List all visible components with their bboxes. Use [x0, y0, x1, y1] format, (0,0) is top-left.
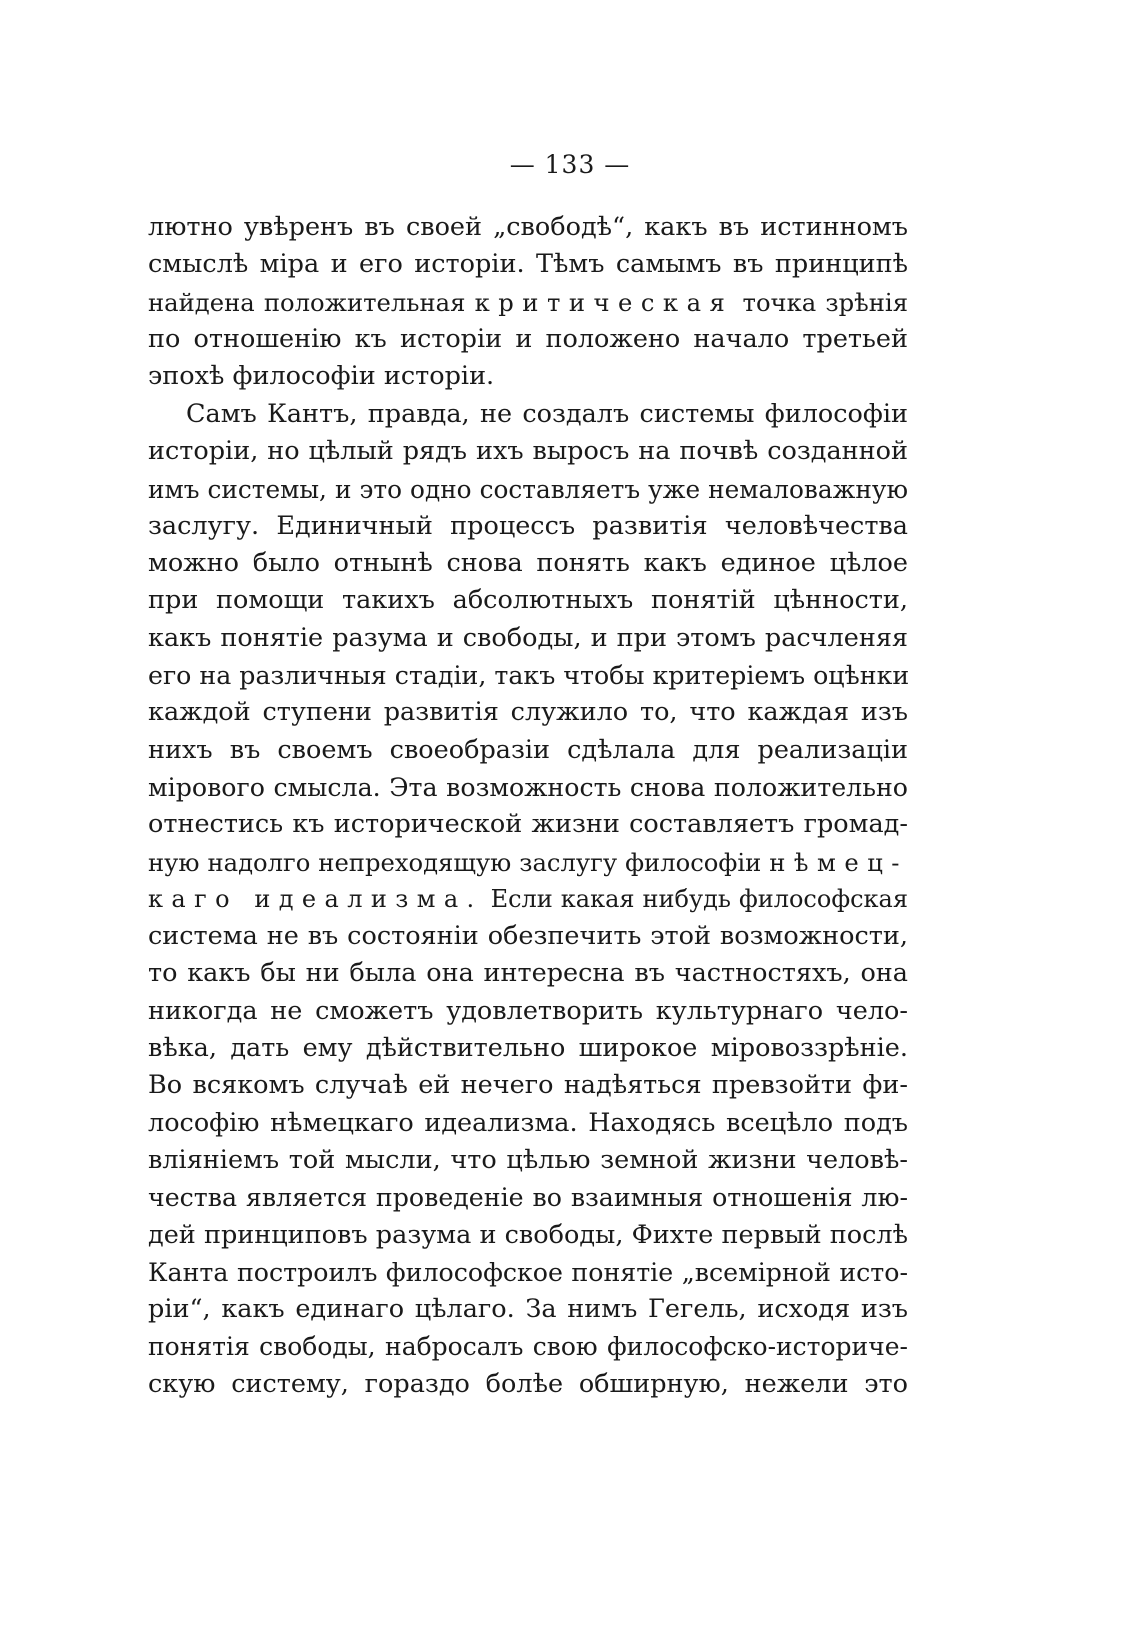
text-line: его на различныя стадіи, такъ чтобы критеріемъ оцѣнки	[148, 661, 910, 691]
text-segment: точка зрѣнія	[742, 287, 908, 317]
text-line: система не въ состояніи обезпечить этой возможности,	[148, 921, 908, 952]
text-line: эпохѣ философіи исторіи.	[148, 361, 495, 392]
text-line: отнестись къ исторической жизни составляетъ громад-	[148, 809, 908, 840]
text-line	[148, 844, 908, 881]
text-line: скую систему, гораздо болѣе обширную, нежели это	[148, 1368, 908, 1399]
text-segment: ную надолго непреходящую заслугу философіи	[148, 847, 762, 877]
text-segment: найдена положительная	[148, 287, 466, 317]
text-line: дей принциповъ разума и свободы, Фихте первый послѣ	[148, 1219, 908, 1250]
text-line: лютно увѣренъ въ своей „свободѣ“, какъ въ истинномъ	[148, 212, 908, 242]
text-line: какъ понятіе разума и свободы, и при этомъ расчленяя	[148, 622, 908, 653]
emphasized-word: критическая	[474, 287, 734, 317]
text-line: вѣка, дать ему дѣйствительно широкое міровоззрѣніе.	[148, 1033, 908, 1064]
text-line: ріи“, какъ единаго цѣлаго. За нимъ Гегель, исходя изъ	[148, 1294, 908, 1325]
emphasized-word: каго идеализма.	[148, 884, 483, 913]
paragraph-1	[148, 209, 908, 395]
text-line: Канта построилъ философское понятіе „всемірной исто-	[148, 1257, 908, 1287]
text-line: по отношенію къ исторіи и положено начало третьей	[148, 323, 908, 354]
text-segment: Если какая нибудь философская	[490, 884, 908, 913]
text-line: нихъ въ своемъ своеобразіи сдѣлала для реализаціи	[148, 734, 908, 765]
text-line: смыслѣ міра и его исторіи. Тѣмъ самымъ въ принципѣ	[148, 249, 908, 280]
paragraph-2	[148, 396, 908, 1403]
text-line: вліяніемъ той мысли, что цѣлью земной жизни человѣ-	[148, 1144, 908, 1175]
text-line: мірового смысла. Эта возможность снова положительно	[148, 772, 908, 802]
text-line: заслугу. Единичный процессъ развитія человѣчества	[148, 510, 908, 541]
text-line	[148, 284, 908, 321]
emphasized-word: нѣмец-	[769, 847, 908, 877]
text-line: лософію нѣмецкаго идеализма. Находясь всецѣло подъ	[148, 1107, 908, 1138]
text-line: имъ системы, и это одно составляетъ уже немаловажную	[148, 474, 908, 504]
text-line: каждой ступени развитія служило то, что каждая изъ	[148, 697, 908, 728]
text-line: никогда не сможетъ удовлетворить культурнаго чело-	[148, 995, 908, 1026]
text-line: можно было отнынѣ снова понять какъ единое цѣлое	[148, 548, 908, 579]
page-number: — 133 —	[509, 150, 631, 179]
text-line: исторіи, но цѣлый рядъ ихъ выросъ на почвѣ созданной	[148, 436, 908, 467]
text-line: Во всякомъ случаѣ ей нечего надѣяться превзойти фи-	[148, 1070, 908, 1101]
text-line: Самъ Кантъ, правда, не создалъ системы философіи	[186, 399, 908, 429]
text-line: чества является проведеніе во взаимныя отношенія лю-	[148, 1183, 908, 1213]
text-line	[148, 881, 908, 918]
text-line: то какъ бы ни была она интересна въ частностяхъ, она	[148, 958, 908, 989]
text-line: при помощи такихъ абсолютныхъ понятій цѣнности,	[148, 585, 908, 616]
text-line: понятія свободы, набросалъ свою философско-историче-	[148, 1332, 908, 1362]
